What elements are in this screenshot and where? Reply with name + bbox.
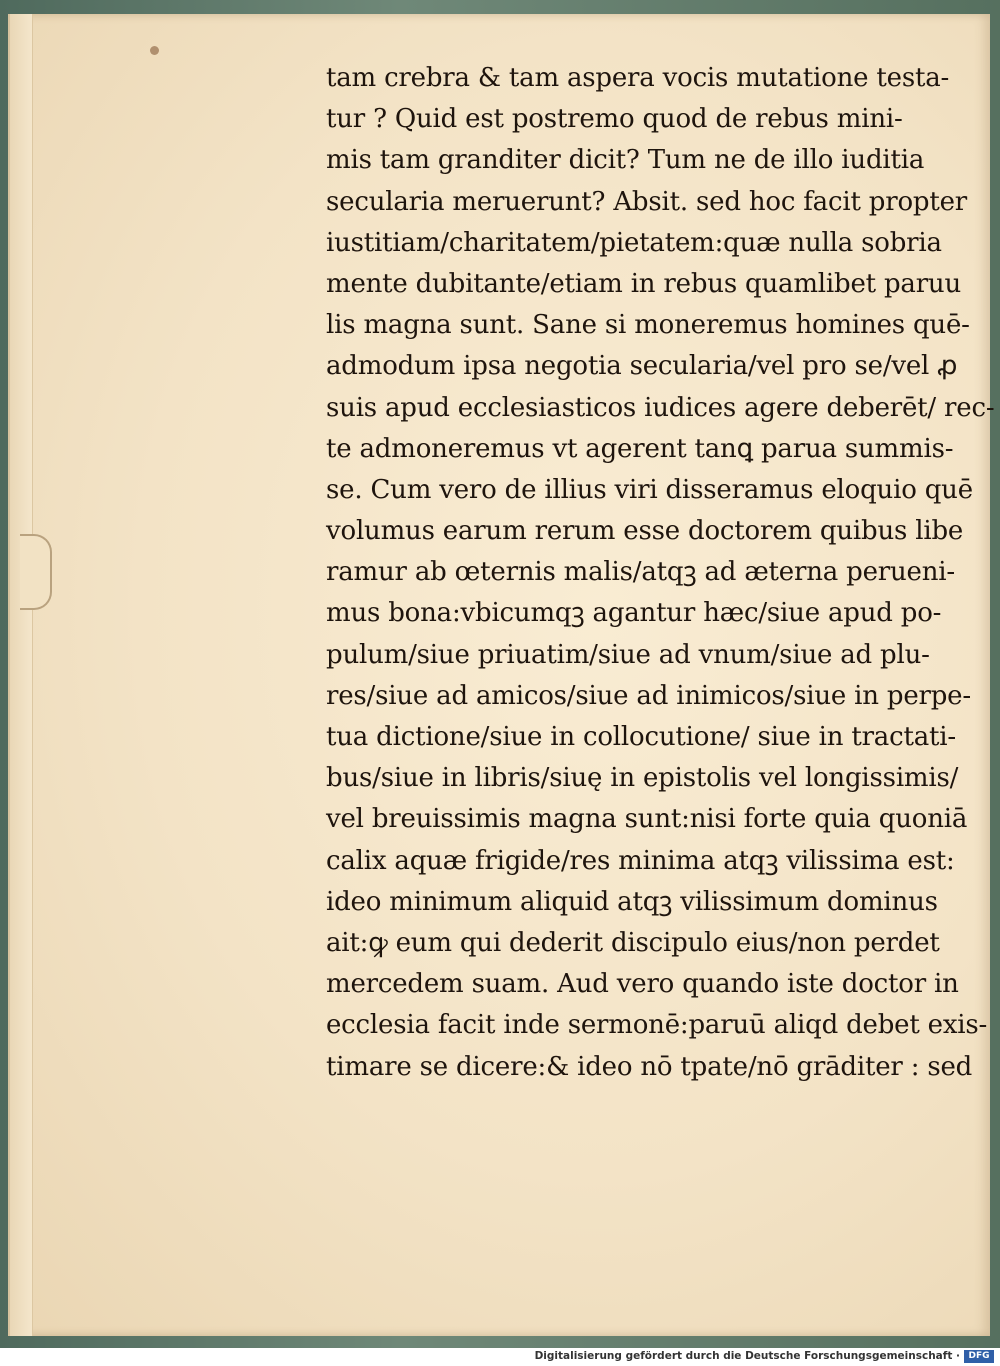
text-line: admodum ipsa negotia secularia/vel pro se/vel ꝓ: [326, 351, 958, 382]
page-tab-mark: [20, 534, 52, 610]
page-text: [326, 58, 995, 1088]
text-line: lis magna sunt. Sane si moneremus homines quē-: [326, 310, 970, 341]
text-line: bus/siue in libris/siuę in epistolis vel longissimis/: [326, 763, 959, 794]
text-line: ait:ꝙ eum qui dederit discipulo eius/non perdet: [326, 927, 940, 958]
text-line: ecclesia facit inde sermonē:paruū aliqd debet exis-: [326, 1010, 988, 1041]
text-line: mente dubitante/etiam in rebus quamlibet paruu: [326, 268, 962, 299]
funding-credit: Digitalisierung gefördert durch die Deutsche Forschungsgemeinschaft ·: [534, 1350, 960, 1362]
text-line: tur ? Quid est postremo quod de rebus mini-: [326, 104, 903, 135]
text-line: se. Cum vero de illius viri disseramus eloquio quē: [326, 474, 973, 505]
text-line: tua dictione/siue in collocutione/ siue in tractati-: [326, 722, 956, 752]
text-line: secularia meruerunt? Absit. sed hoc facit propter: [326, 186, 967, 217]
text-line: vel breuissimis magna sunt:nisi forte quia quoniā: [326, 804, 968, 835]
text-line: ramur ab œternis malis/atqꝫ ad æterna perueni-: [326, 557, 955, 588]
text-line: mis tam granditer dicit? Tum ne de illo iuditia: [326, 145, 925, 176]
text-line: res/siue ad amicos/siue ad inimicos/siue in perpe-: [326, 680, 971, 711]
text-line: te admoneremus vt agerent tanꝗ parua summis-: [326, 433, 954, 464]
foxing-spot: [150, 46, 159, 55]
page-gutter: [10, 14, 33, 1336]
text-line: timare se dicere:& ideo nō tpate/nō grāditer : sed: [326, 1051, 973, 1082]
text-line: mus bona:vbicumqꝫ agantur hæc/siue apud po-: [326, 598, 942, 629]
text-line: mercedem suam. Aud vero quando iste doctor in: [326, 969, 959, 1000]
text-line: suis apud ecclesiasticos iudices agere deberēt/ rec-: [326, 392, 995, 423]
text-line: volumus earum rerum esse doctorem quibus libe: [326, 516, 964, 547]
text-line: pulum/siue priuatim/siue ad vnum/siue ad plu-: [326, 639, 930, 670]
text-line: tam crebra & tam aspera vocis mutatione testa-: [326, 63, 950, 93]
text-line: calix aquæ frigide/res minima atqꝫ vilissima est:: [326, 845, 955, 876]
text-line: ideo minimum aliquid atqꝫ vilissimum dominus: [326, 886, 938, 917]
dfg-logo: DFG: [964, 1350, 994, 1363]
text-line: iustitiam/charitatem/pietatem:quæ nulla sobria: [326, 227, 942, 258]
